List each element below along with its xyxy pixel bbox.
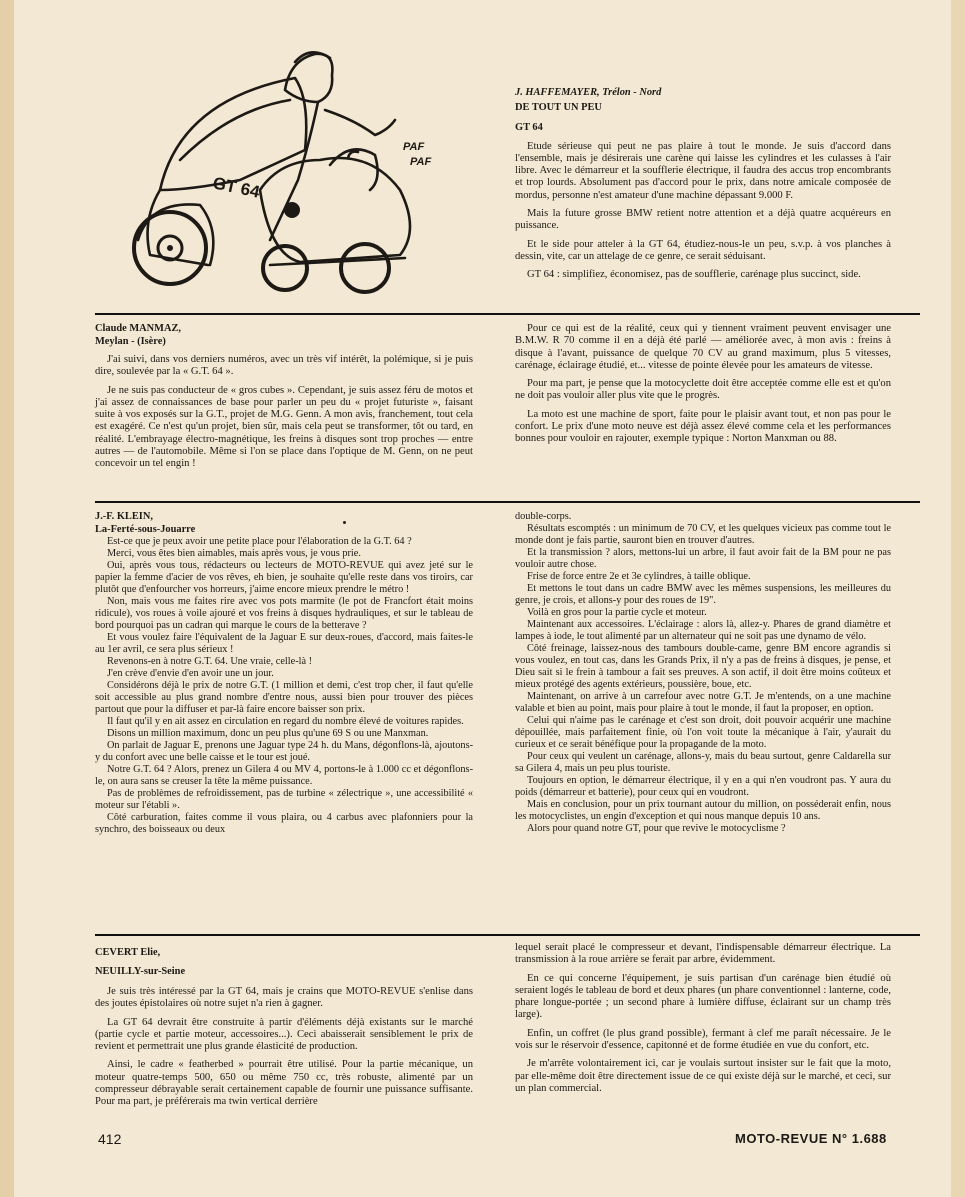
letter-klein-right bbox=[515, 511, 891, 835]
paragraph: Frise de force entre 2e et 3e cylindres, à taille oblique. bbox=[527, 571, 751, 582]
paragraph: Il faut qu'il y en ait assez en circulation en regard du nombre élevé de voitures rapides. bbox=[107, 716, 464, 727]
paragraph: Mais la future grosse BMW retient notre attention et a déjà quatre acquéreurs en puissance. bbox=[515, 207, 891, 232]
sound-effect-2: PAF bbox=[410, 156, 432, 168]
page-number: 412 bbox=[98, 1131, 122, 1147]
paragraph: Celui qui n'aime pas le carénage et c'est son droit, doit pouvoir acquérir une machine dépouillée, mais parfaitement finie, où l'on voit toute la mécanique à l'air, y'aurait du curieux et ce serait bénéfique pour la propagande de la moto. bbox=[515, 715, 891, 750]
paragraph: La moto est une machine de sport, faite pour le plaisir avant tout, et non pas pour le confort. Le prix d'une moto neuve est déjà assez élevé comme cela et les performances bonnes pour vouloir en rajouter, exemple typique : Norton Manxman ou 88. bbox=[515, 408, 891, 445]
paragraph: GT 64 : simplifiez, économisez, pas de soufflerie, carénage plus succinct, side. bbox=[527, 269, 861, 281]
issue-number: 1.688 bbox=[851, 1131, 887, 1146]
letter-haffemayer bbox=[515, 87, 891, 281]
letter-manmaz-right bbox=[515, 323, 891, 446]
paragraph: J'ai suivi, dans vos derniers numéros, avec un très vif intérêt, la polémique, si je puis dire, soulevée par la « G.T. 64 ». bbox=[95, 354, 473, 378]
letter-author: J. HAFFEMAYER, Trélon - Nord bbox=[515, 87, 662, 98]
paragraph: Résultats escomptés : un minimum de 70 CV, et les quelques vicieux pas comme tout le monde dont je fais partie, sauront bien en trouver d'autres. bbox=[515, 523, 891, 546]
paragraph: Côté freinage, laissez-nous des tambours double-came, genre BM encore agrandis si vous voulez, en tout cas, dans les Grands Prix, il n'y a pas de freins à disques, je pense, et Dieu sait si le frein à tambour a fait ses preuves. A son actif, il doit être moins coûteux et mieux protégé des agents extérieurs, poussière, boue, etc. bbox=[515, 643, 891, 690]
letter-location: La-Ferté-sous-Jouarre bbox=[95, 523, 196, 535]
paragraph: Toujours en option, le démarreur électrique, il y en a qui n'en voudront pas. Y aura du poids (démarreur et batterie), pour ceux qui en voudront. bbox=[515, 775, 891, 798]
paragraph: Pas de problèmes de refroidissement, pas de turbine « zélectrique », une accessibilité « moteur sur l'établi ». bbox=[95, 788, 473, 811]
cartoon-illustration bbox=[120, 40, 450, 305]
paragraph: Et le side pour atteler à la GT 64, étudiez-nous-le un peu, s.v.p. à vos planches à dessin, vite, car un attelage de ce genre, ce serait séduisant. bbox=[515, 238, 891, 262]
paragraph: Alors pour quand notre GT, pour que revive le motocyclisme ? bbox=[527, 823, 786, 834]
letter-author: J.-F. KLEIN, bbox=[95, 511, 153, 522]
paragraph: J'en crève d'envie d'en avoir une un jour. bbox=[107, 668, 274, 679]
paragraph: Considérons déjà le prix de notre G.T. (1 million et demi, c'est trop cher, il faut qu'elle soit accessible au plus grand nombre d'entre nous, aussi bien pour trouver des pièces partout que pour la diffuser et par-là faire encore baisser son prix. bbox=[95, 680, 473, 715]
paragraph: lequel serait placé le compresseur et devant, l'indispensable démarreur électrique. La transmission à la roue arrière se ferait par arbre, évidemment. bbox=[515, 942, 891, 966]
section-divider bbox=[95, 313, 920, 315]
paragraph: Maintenant, on arrive à un carrefour avec notre G.T. Je m'entends, on a une machine valable et bien au point, mais pour plaire à tout le monde, il faut la proposer, en option. bbox=[515, 691, 891, 714]
paragraph: Notre G.T. 64 ? Alors, prenez un Gilera 4 ou MV 4, portons-le à 1.000 cc et dégonflons-le, on aura sans se creuser la tête la même puissance. bbox=[95, 764, 473, 787]
letter-location: NEUILLY-sur-Seine bbox=[95, 965, 186, 977]
paragraph: Et vous voulez faire l'équivalent de la Jaguar E sur deux-roues, d'accord, mais faites-le au 1er avril, ce sera plus sérieux ! bbox=[95, 632, 473, 655]
paper-edge-left bbox=[0, 0, 14, 1197]
letter-author: CEVERT Elie, bbox=[95, 947, 161, 958]
letter-klein-left bbox=[95, 511, 473, 836]
paragraph: Pour ma part, je pense que la motocyclette doit être acceptée comme elle est et qu'on ne doit pas vouloir aller plus vite que le progrès. bbox=[515, 378, 891, 402]
paragraph: Oui, après vous tous, rédacteurs ou lecteurs de MOTO-REVUE qui avez jeté sur le papier la femme d'acier de vos rêves, eh bien, je souhaite qu'elle reste dans vos tiroirs, car plutôt que d'enfourcher vos horreurs, j'aime encore mieux prendre le métro ! bbox=[95, 560, 473, 595]
letter-cevert-left bbox=[95, 947, 473, 1109]
magazine-name: MOTO-REVUE bbox=[735, 1131, 828, 1146]
section-divider bbox=[95, 501, 920, 503]
letter-author: Claude MANMAZ, bbox=[95, 323, 182, 334]
print-speck bbox=[343, 521, 346, 524]
letter-subtitle: GT 64 bbox=[515, 122, 543, 133]
paragraph: Je ne suis pas conducteur de « gros cubes ». Cependant, je suis assez féru de motos et j'ai assez de connaissances de base pour parler un peu du « projet futuriste », faisant suite à vos exposés sur la G.T., projet de M.G. Genn. A mon avis, franchement, tout cela est exagéré. Ce n'est qu'un projet, bien sûr, mais cela peut se transformer, tôt ou tard, en réalité. L'embrayage électro-magnétique, les freins à disques sont trop proches — entre autres — de l'automobile. Même si l'on se place dans l'optique de M. Genn, on ne peut concevoir un tel engin ! bbox=[95, 384, 473, 470]
tank-lettering: GT 64 bbox=[211, 173, 262, 202]
letter-location: Meylan - (Isère) bbox=[95, 335, 166, 347]
paragraph: Revenons-en à notre G.T. 64. Une vraie, celle-là ! bbox=[107, 656, 313, 667]
paragraph: Etude sérieuse qui peut ne pas plaire à tout le monde. Je suis d'accord dans l'ensemble, mais je désirerais une carène qui laisse les cylindres et les culasses à l'air libre. Avec le démarreur et la soufflerie électrique, il faudra des accus trop encombrants et trop lourds. Absolument pas d'accord pour le prix, dans notre amicale composée de mordus, personne n'est amateur d'une machine dépassant 9.000 F. bbox=[515, 140, 891, 201]
paragraph: Maintenant aux accessoires. L'éclairage : alors là, allez-y. Phares de grand diamètre et lampes à iode, le tout alimenté par un alternateur qui ne soit pas une dynamo de vélo. bbox=[515, 619, 891, 642]
paragraph: La GT 64 devrait être construite à partir d'éléments déjà existants sur le marché (partie cycle et partie moteur, accessoires...). Ceci abaisserait sensiblement le prix de revient et permettrait une plus grande élasticité de production. bbox=[95, 1016, 473, 1053]
paragraph: Mais en conclusion, pour un prix tournant autour du million, on posséderait enfin, nous les motocyclistes, un engin d'exception et qui nous manque depuis 10 ans. bbox=[515, 799, 891, 822]
letter-manmaz-left bbox=[95, 323, 473, 471]
paragraph: Voilà en gros pour la partie cycle et moteur. bbox=[527, 607, 707, 618]
folio-magazine bbox=[735, 1131, 887, 1146]
issue-label: N° bbox=[832, 1131, 848, 1146]
paragraph: Pour ceux qui veulent un carénage, allons-y, mais du beau surtout, genre Caldarella sur sa Gilera 4, mais un peu plus touriste. bbox=[515, 751, 891, 774]
letter-title: DE TOUT UN PEU bbox=[515, 101, 602, 113]
paragraph: Je suis très intéressé par la GT 64, mais je crains que MOTO-REVUE s'enlise dans des joutes épistolaires où notre sujet n'a rien à gagner. bbox=[95, 986, 473, 1010]
paragraph: double-corps. bbox=[515, 511, 572, 522]
paragraph: En ce qui concerne l'équipement, je suis partisan d'un carénage bien étudié où seraient logés le tableau de bord et deux phares (un phare conventionnel : lanterne, code, phare longue-portée ; un second phare à lumière diffuse, éclairant sur un champ très large). bbox=[515, 972, 891, 1021]
sound-effect-1: PAF bbox=[403, 141, 425, 153]
letter-cevert-right bbox=[515, 942, 891, 1095]
paragraph: Merci, vous êtes bien aimables, mais après vous, je vous prie. bbox=[107, 548, 361, 559]
paragraph: Et la transmission ? alors, mettons-lui un arbre, il faut avoir fait de la BM pour ne pas vouloir autre chose. bbox=[515, 547, 891, 570]
paragraph: Pour ce qui est de la réalité, ceux qui y tiennent vraiment peuvent envisager une B.M.W. R 70 comme il en a déjà été parlé — améliorée avec, à mon avis : freins à disque à l'avant, puissance de quelque 70 CV au grand maximum, plus 5 vitesses, carénage, éclairage étudié, et... vitesse de pointe élevée pour les amateurs de vitesse. bbox=[515, 323, 891, 371]
paragraph: Et mettons le tout dans un cadre BMW avec les mêmes suspensions, les meilleures du genre, je crois, et allons-y pour des roues de 19". bbox=[515, 583, 891, 606]
paragraph: Je m'arrête volontairement ici, car je voulais surtout insister sur le fait que la moto, par elle-même doit être directement issue de ce qui existe déjà sur le marché, et ceci, sur un plan commercial. bbox=[515, 1058, 891, 1094]
paragraph: Ainsi, le cadre « featherbed » pourrait être utilisé. Pour la partie mécanique, un moteur quatre-temps 500, 650 ou même 750 cc, très robuste, alimenté par un compresseur débrayable serait certainement capable de fournir une puissance suffisante. Pour ma part, je préférerais ma twin vertical derrière bbox=[95, 1059, 473, 1108]
paper-edge-right bbox=[951, 0, 965, 1197]
paragraph: Côté carburation, faites comme il vous plaira, ou 4 carbus avec plafonniers pour la synchro, des boisseaux ou deux bbox=[95, 812, 473, 835]
paragraph: Est-ce que je peux avoir une petite place pour l'élaboration de la G.T. 64 ? bbox=[107, 536, 412, 547]
paragraph: Non, mais vous me faites rire avec vos pots marmite (le pot de Francfort était moins ridicule), vos roues à voile ajouré et vos freins à disques hydrauliques, et sur le tableau de bord pourquoi pas un cadran qui marque le cours de la betterave ? bbox=[95, 596, 473, 631]
paragraph: On parlait de Jaguar E, prenons une Jaguar type 24 h. du Mans, dégonflons-là, ajoutons-y du confort avec une belle caisse et le tour est joué. bbox=[95, 740, 473, 763]
paragraph: Enfin, un coffret (le plus grand possible), fermant à clef me paraît nécessaire. Je le vois sur le réservoir d'essence, capitonné et de forme étudiée en vue du confort, etc. bbox=[515, 1027, 891, 1052]
section-divider bbox=[95, 934, 920, 936]
paragraph: Disons un million maximum, donc un peu plus qu'une 69 S ou une Manxman. bbox=[107, 728, 429, 739]
